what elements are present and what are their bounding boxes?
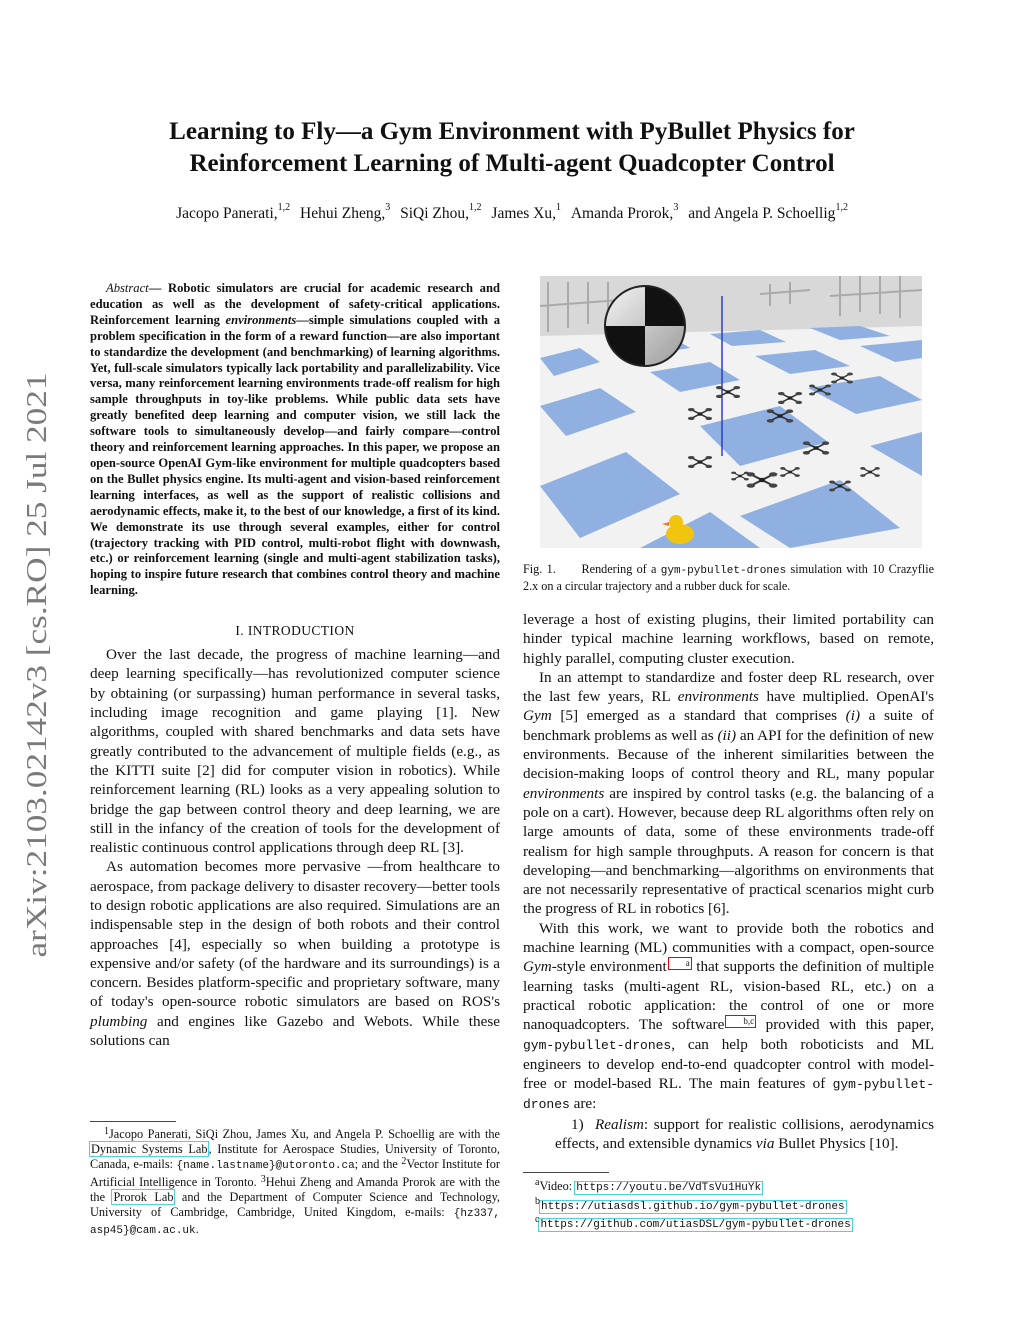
author: SiQi Zhou,$^{1,2}$ bbox=[400, 202, 482, 222]
author: James Xu,$^1$ bbox=[491, 202, 561, 222]
affiliation-footnote: $^1$Jacopo Panerati, SiQi Zhou, James Xu, and Angela P. Schoellig are with the Dynamic Systems Lab, Institute for Aerospace Studies, University of Toronto, Canada, e-mails: {name.lastname}@utoronto.ca; and the $^2$Vector Institute for Artificial Intelligence in Toronto. $^3$Hehui Zheng and Amanda Prorok are with the the Prorok Lab and the Department of Computer Science and Technology, University of Cambridge, Cambridge, United Kingdom, e-mails: {hz337, asp45}@cam.ac.uk. bbox=[90, 1127, 500, 1239]
author: and Angela P. Schoellig$^{1,2}$ bbox=[688, 202, 848, 222]
arxiv-stamp-text: arXiv:2103.02142v3 [cs.RO] 25 Jul 2021 bbox=[22, 492, 53, 958]
right-column bbox=[523, 276, 934, 1153]
figure-caption: Fig. 1. Rendering of a gym-pybullet-drones simulation with 10 Crazyflie 2.x on a circular trajectory and a rubber duck for scale. bbox=[523, 562, 935, 593]
arxiv-stamp bbox=[14, 370, 58, 960]
title-line-1: Learning to Fly—a Gym Environment with PyBullet Physics for bbox=[169, 118, 855, 145]
paper-title bbox=[90, 116, 934, 180]
paragraph: leverage a host of existing plugins, their limited portability can hinder typical machine learning workflows, based on remote, highly parallel, computing cluster execution. bbox=[523, 611, 934, 667]
title-line-2: Reinforcement Learning of Multi-agent Quadcopter Control bbox=[189, 150, 835, 177]
paragraph: As automation becomes more pervasive —from healthcare to aerospace, from package delivery to disaster recovery—better tools to design robotic applications are also required. Simulations are an indispensable step in the design of both robots and their control approaches [4], especially so when building a prototype is expensive and/or safety (of the hardware and its surroundings) is a concern. Besides platform-specific and proprietary software, many of today's open-source robotic simulators are based on ROS's plumbing and engines like Gazebo and Webots. While these solutions can bbox=[90, 858, 500, 1050]
author: Hehui Zheng,$^3$ bbox=[300, 202, 391, 222]
footnote-video: $^a$Video: https://youtu.be/VdTsVu1HuYk bbox=[535, 1177, 762, 1194]
affiliation-mark: 1,2 bbox=[835, 202, 848, 213]
figure-label: Fig. 1. bbox=[523, 562, 556, 576]
right-column-body bbox=[523, 610, 934, 1153]
section-heading-introduction: I. INTRODUCTION bbox=[235, 623, 355, 639]
paragraph: Over the last decade, the progress of machine learning—and deep learning specifically—has revolutionized computer science by obtaining (or surpassing) human performance in several tasks, including image recognition and game playing [1]. New algorithms, coupled with shared benchmarks and data sets have greatly contributed to the advancement of multiple fields (e.g., as the KITTI suite [2] did for computer vision in robotics). While reinforcement learning (RL) looks as a very appealing solution to bridge the gap between control theory and deep learning, we are still in the infancy of the creation of tools for the development of realistic continuous control applications through deep RL [3]. bbox=[90, 646, 500, 857]
affiliation-mark: 1,2 bbox=[469, 202, 482, 213]
prorok-lab-link[interactable]: Prorok Lab bbox=[113, 1189, 174, 1204]
far-structure bbox=[540, 276, 922, 336]
docs-url-link[interactable]: https://utiasdsl.github.io/gym-pybullet-drones bbox=[541, 1200, 845, 1213]
footnote-repo: $^c$https://github.com/utiasDSL/gym-pybullet-drones bbox=[535, 1214, 851, 1231]
simulation-render-figure bbox=[540, 276, 922, 548]
url-footnotes bbox=[535, 1178, 935, 1234]
author: Amanda Prorok,$^3$ bbox=[570, 202, 679, 222]
author: Jacopo Panerati,$^{1,2}$ bbox=[176, 202, 291, 222]
calibration-ball bbox=[605, 286, 685, 366]
abstract: Abstract— Robotic simulators are crucial for academic research and education as well as the development of safety-critical applications. Reinforcement learning environments—simple simulations coupled with a problem specification in the form of a reward function—are also important to standardize the development (and benchmarking) of learning algorithms. Yet, full-scale simulators typically lack portability and parallelizability. Vice versa, many reinforcement learning environments trade-off realism for high sample throughputs in toy-like problems. While public data sets have greatly benefited deep learning and computer vision, we still lack the software tools to simultaneously develop—and fairly compare—control theory and reinforcement learning approaches. In this paper, we propose an open-source OpenAI Gym-like environment for multiple quadcopters based on the Bullet physics engine. Its multi-agent and vision-based reinforcement learning interfaces, as well as the support of realistic collisions and aerodynamic effects, make it, to the best of our knowledge, a first of its kind. We demonstrate its use through several examples, either for control (trajectory tracking with PID control, multi-robot flight with downwash, etc.) or reinforcement learning (single and multi-agent stabilization tasks), hoping to inspire future research that combines control theory and machine learning. bbox=[90, 281, 500, 598]
footnote-link-a[interactable]: a bbox=[668, 957, 692, 970]
affiliation-mark: 1,2 bbox=[277, 202, 291, 213]
arxiv-stamp-svg bbox=[14, 370, 58, 960]
footnote-docs: $^b$https://utiasdsl.github.io/gym-pybullet-drones bbox=[535, 1195, 845, 1213]
dynamic-systems-lab-link[interactable]: Dynamic Systems Lab bbox=[91, 1142, 208, 1157]
affiliation-mark: 1 bbox=[555, 202, 561, 213]
author-list bbox=[90, 202, 934, 223]
affiliation-mark: 3 bbox=[673, 202, 679, 213]
paragraph: In an attempt to standardize and foster deep RL research, over the last few years, RL environments have multiplied. OpenAI's Gym [5] emerged as a standard that comprises (i) a suite of benchmark problems as well as (ii) an API for the definition of new environments. Because of the inherent similarities between the decision-making loops of control theory and RL, many popular environments are inspired by control tasks (e.g. the balancing of a pole on a cart). However, because deep RL algorithms often rely on large amounts of data, some of these environments trade-off realism for high sample throughputs. A reason for concern is that developing—and benchmarking—algorithms on environments that are not necessarily representative of practical scenarios might curb the progress of RL in robotics [6]. bbox=[523, 668, 934, 918]
paragraph: With this work, we want to provide both the robotics and machine learning (ML) communities with a compact, open-source Gym-style environment a that supports the definition of multiple learning tasks (multi-agent RL, vision-based RL, etc.) on a practical robotic application: the control of one or more nanoquadcopters. The software b,c provided with this paper, gym-pybullet-drones, can help both roboticists and ML engineers to develop end-to-end quadcopter control with model-free or model-based RL. The main features of gym-pybullet-drones are: bbox=[523, 919, 934, 1113]
introduction-body bbox=[90, 645, 500, 1050]
repo-url-link[interactable]: https://github.com/utiasDSL/gym-pybullet-drones bbox=[540, 1219, 851, 1231]
footnote-link-bc[interactable]: b,c bbox=[725, 1015, 756, 1028]
affiliation-mark: 3 bbox=[385, 202, 391, 213]
list-item: 1) Realism: support for realistic collisions, aerodynamics effects, and extensible dynamics via Bullet Physics [10]. bbox=[555, 1115, 934, 1153]
left-column bbox=[90, 281, 500, 1050]
video-url-link[interactable]: https://youtu.be/VdTsVu1HuYk bbox=[576, 1182, 762, 1194]
abstract-label: Abstract bbox=[106, 281, 149, 295]
